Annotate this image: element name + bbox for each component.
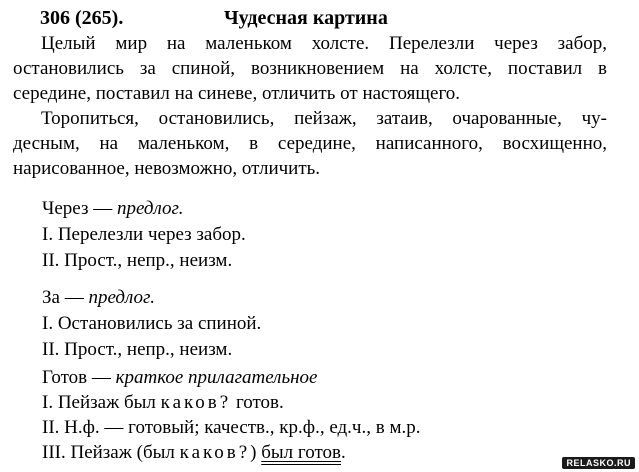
- paragraph-1-line: середине, поставил на синеве, отличить от настоящего.: [13, 83, 461, 104]
- part-of-speech: краткое прилагательное: [115, 367, 318, 388]
- line-text: ): [250, 442, 262, 463]
- paragraph-2-line: десным, на маленьком, в середине, написанного, восхищенно,: [13, 133, 607, 154]
- part-of-speech: предлог.: [88, 287, 155, 308]
- question-word: каков?: [160, 392, 232, 413]
- part-of-speech: предлог.: [116, 198, 184, 219]
- line-text: I. Пейзаж был: [42, 392, 161, 413]
- paragraph-1-line: остановились за спиной, возникновением на холсте, поставил в: [13, 58, 607, 79]
- analysis-line: II. Н.ф. — готовый; качеств., кр.ф., ед.ч., в м.р.: [42, 417, 421, 438]
- exercise-number: 306 (265).: [40, 7, 124, 29]
- analysis-heading: [42, 196, 246, 222]
- paragraph-2: [13, 106, 607, 181]
- paragraph-2-line: Торопиться, остановились, пейзаж, затаив, очарованные, чу-: [41, 108, 607, 129]
- question-word: каков?: [179, 442, 251, 463]
- analysis-block-za: [42, 285, 261, 363]
- line-text: III. Пейзаж (был: [42, 442, 180, 463]
- analysis-line: [42, 390, 420, 415]
- analysis-word: За —: [42, 287, 89, 308]
- exercise-title: Чудесная картина: [224, 7, 388, 29]
- analysis-line: [42, 440, 420, 465]
- analysis-block-cherez: [42, 196, 246, 274]
- paragraph-1: [13, 31, 607, 106]
- line-text: .: [341, 442, 346, 463]
- paragraph-1-line: Целый мир на маленьком холсте. Перелезли через забор,: [41, 33, 607, 54]
- analysis-line: II. Прост., непр., неизм.: [42, 339, 233, 360]
- watermark-logo: RELASKO.RU: [562, 457, 635, 469]
- line-text: готов.: [231, 392, 284, 413]
- analysis-line: II. Прост., непр., неизм.: [42, 250, 233, 271]
- analysis-word: Через —: [42, 198, 117, 219]
- paragraph-2-line: нарисованное, невозможно, отличить.: [13, 158, 321, 179]
- analysis-heading: [42, 365, 420, 390]
- predicate-underlined: был готов: [261, 442, 342, 463]
- analysis-word: Готов —: [42, 367, 116, 388]
- analysis-block-gotov: [42, 365, 420, 465]
- analysis-heading: [42, 285, 261, 311]
- analysis-line: I. Остановились за спиной.: [42, 313, 262, 334]
- analysis-line: I. Перелезли через забор.: [42, 224, 246, 245]
